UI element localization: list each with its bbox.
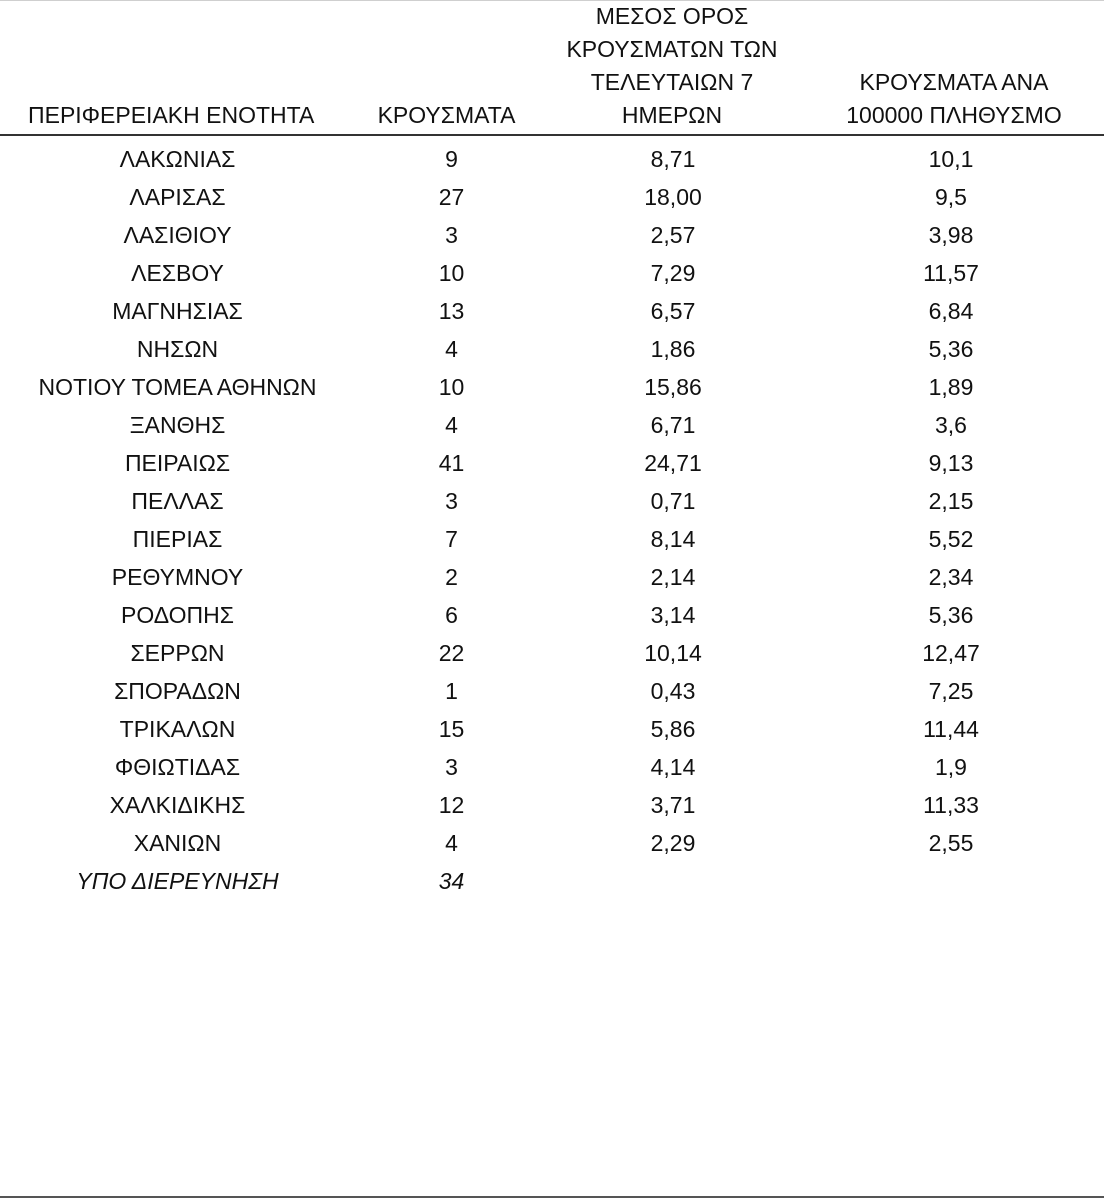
header-row xyxy=(0,0,1104,135)
cases-cell: 4 xyxy=(445,412,458,438)
avg-cell: 10,14 xyxy=(644,640,702,666)
table-row xyxy=(0,786,1104,824)
cases-cell: 4 xyxy=(445,830,458,856)
avg-cell: 6,71 xyxy=(650,412,696,438)
per-100k-cell: 11,57 xyxy=(923,260,979,286)
per-100k-cell: 7,25 xyxy=(928,678,974,704)
region-cell: ΡΟΔΟΠΗΣ xyxy=(121,602,234,628)
avg-cell: 2,29 xyxy=(650,830,696,856)
cases-cell: 2 xyxy=(445,564,458,590)
table-row xyxy=(0,292,1104,330)
table-row xyxy=(0,444,1104,482)
cases-cell: 27 xyxy=(438,184,465,210)
avg-cell: 2,57 xyxy=(650,222,696,248)
table-row xyxy=(0,596,1104,634)
per-100k-cell: 11,33 xyxy=(923,792,979,818)
region-cell: ΞΑΝΘΗΣ xyxy=(129,412,226,438)
region-cell: ΝΗΣΩΝ xyxy=(136,336,219,362)
cases-cell: 3 xyxy=(445,754,458,780)
table-row xyxy=(0,254,1104,292)
region-cell: ΠΙΕΡΙΑΣ xyxy=(132,526,223,552)
region-cell: ΛΑΡΙΣΑΣ xyxy=(129,184,226,210)
region-cell: ΛΕΣΒΟΥ xyxy=(131,260,224,286)
avg-cell: 3,71 xyxy=(650,792,696,818)
cases-cell: 15 xyxy=(438,716,465,742)
investigation-cases: 34 xyxy=(438,868,465,894)
header-per-line: 100000 ΠΛΗΘΥΣΜΟ xyxy=(846,102,1062,128)
cases-cell: 3 xyxy=(445,488,458,514)
table-row xyxy=(0,520,1104,558)
avg-cell: 4,14 xyxy=(650,754,696,780)
avg-cell: 2,14 xyxy=(650,564,696,590)
cases-cell: 4 xyxy=(445,336,458,362)
cases-cell: 12 xyxy=(438,792,465,818)
region-cell: ΧΑΝΙΩΝ xyxy=(133,830,222,856)
header-region: ΠΕΡΙΦΕΡΕΙΑΚΗ ΕΝΟΤΗΤΑ xyxy=(0,0,355,135)
table-row xyxy=(0,748,1104,786)
avg-cell: 5,86 xyxy=(650,716,696,742)
avg-cell: 6,57 xyxy=(650,298,696,324)
per-100k-cell: 1,89 xyxy=(928,374,974,400)
cases-cell: 3 xyxy=(445,222,458,248)
table-row xyxy=(0,368,1104,406)
table-body xyxy=(0,135,1104,900)
table-row xyxy=(0,710,1104,748)
cases-cell: 10 xyxy=(438,374,465,400)
table-row xyxy=(0,330,1104,368)
region-cell: ΤΡΙΚΑΛΩΝ xyxy=(119,716,236,742)
header-avg-line: ΚΡΟΥΣΜΑΤΩΝ ΤΩΝ xyxy=(566,36,778,62)
avg-cell: 8,14 xyxy=(650,526,696,552)
table-row xyxy=(0,672,1104,710)
region-cell: ΛΑΚΩΝΙΑΣ xyxy=(119,146,236,172)
avg-cell: 1,86 xyxy=(650,336,696,362)
cases-cell: 7 xyxy=(445,526,458,552)
per-100k-cell: 5,52 xyxy=(928,526,974,552)
table-row xyxy=(0,178,1104,216)
table-row xyxy=(0,824,1104,862)
avg-cell: 0,71 xyxy=(650,488,696,514)
per-100k-cell: 2,34 xyxy=(928,564,974,590)
empty-cell xyxy=(798,862,1104,900)
cases-cell: 10 xyxy=(438,260,465,286)
per-100k-cell: 12,47 xyxy=(922,640,980,666)
header-avg-line: ΜΕΣΟΣ ΟΡΟΣ xyxy=(595,3,749,29)
avg-cell: 15,86 xyxy=(644,374,702,400)
per-100k-cell: 9,13 xyxy=(928,450,974,476)
avg-cell: 0,43 xyxy=(650,678,696,704)
investigation-row xyxy=(0,862,1104,900)
per-100k-cell: 9,5 xyxy=(935,184,967,210)
table-row xyxy=(0,634,1104,672)
bottom-border xyxy=(0,1196,1104,1198)
cases-cell: 22 xyxy=(438,640,465,666)
cases-cell: 9 xyxy=(445,146,458,172)
region-cell: ΛΑΣΙΘΙΟΥ xyxy=(123,222,232,248)
region-cell: ΧΑΛΚΙΔΙΚΗΣ xyxy=(109,792,246,818)
per-100k-cell: 2,15 xyxy=(928,488,974,514)
per-100k-cell: 11,44 xyxy=(923,716,979,742)
investigation-label: ΥΠΟ ΔΙΕΡΕΥΝΗΣΗ xyxy=(76,868,279,894)
per-100k-cell: 3,98 xyxy=(928,222,974,248)
region-cell: ΣΠΟΡΑΔΩΝ xyxy=(114,678,241,704)
region-cell: ΠΕΛΛΑΣ xyxy=(131,488,224,514)
header-cases: ΚΡΟΥΣΜΑΤΑ xyxy=(355,0,548,135)
avg-cell: 18,00 xyxy=(644,184,702,210)
region-cell: ΣΕΡΡΩΝ xyxy=(130,640,225,666)
per-100k-cell: 1,9 xyxy=(935,754,967,780)
region-cell: ΠΕΙΡΑΙΩΣ xyxy=(124,450,231,476)
region-cell: ΦΘΙΩΤΙΔΑΣ xyxy=(114,754,241,780)
per-100k-cell: 2,55 xyxy=(928,830,974,856)
avg-cell: 24,71 xyxy=(644,450,702,476)
region-cell: ΜΑΓΝΗΣΙΑΣ xyxy=(112,298,243,324)
cases-cell: 41 xyxy=(438,450,465,476)
header-avg-7-days xyxy=(548,0,798,135)
per-100k-cell: 5,36 xyxy=(928,602,974,628)
per-100k-cell: 5,36 xyxy=(928,336,974,362)
header-per-line: ΚΡΟΥΣΜΑΤΑ ΑΝΑ xyxy=(859,69,1049,95)
table-row xyxy=(0,216,1104,254)
table-header xyxy=(0,0,1104,135)
per-100k-cell: 10,1 xyxy=(928,146,974,172)
cases-cell: 13 xyxy=(438,298,465,324)
table-row xyxy=(0,135,1104,178)
region-cell: ΡΕΘΥΜΝΟΥ xyxy=(111,564,244,590)
per-100k-cell: 6,84 xyxy=(928,298,974,324)
per-100k-cell: 3,6 xyxy=(935,412,967,438)
header-per-100k xyxy=(798,0,1104,135)
header-avg-line: ΤΕΛΕΥΤΑΙΩΝ 7 xyxy=(590,69,754,95)
avg-cell: 3,14 xyxy=(650,602,696,628)
table-row xyxy=(0,558,1104,596)
header-avg-line: ΗΜΕΡΩΝ xyxy=(621,102,723,128)
table-row xyxy=(0,482,1104,520)
cases-cell: 6 xyxy=(445,602,458,628)
region-cell: ΝΟΤΙΟΥ ΤΟΜΕΑ ΑΘΗΝΩΝ xyxy=(38,374,317,400)
avg-cell: 8,71 xyxy=(650,146,696,172)
table-row xyxy=(0,406,1104,444)
avg-cell: 7,29 xyxy=(650,260,696,286)
empty-cell xyxy=(548,862,798,900)
cases-cell: 1 xyxy=(445,678,458,704)
